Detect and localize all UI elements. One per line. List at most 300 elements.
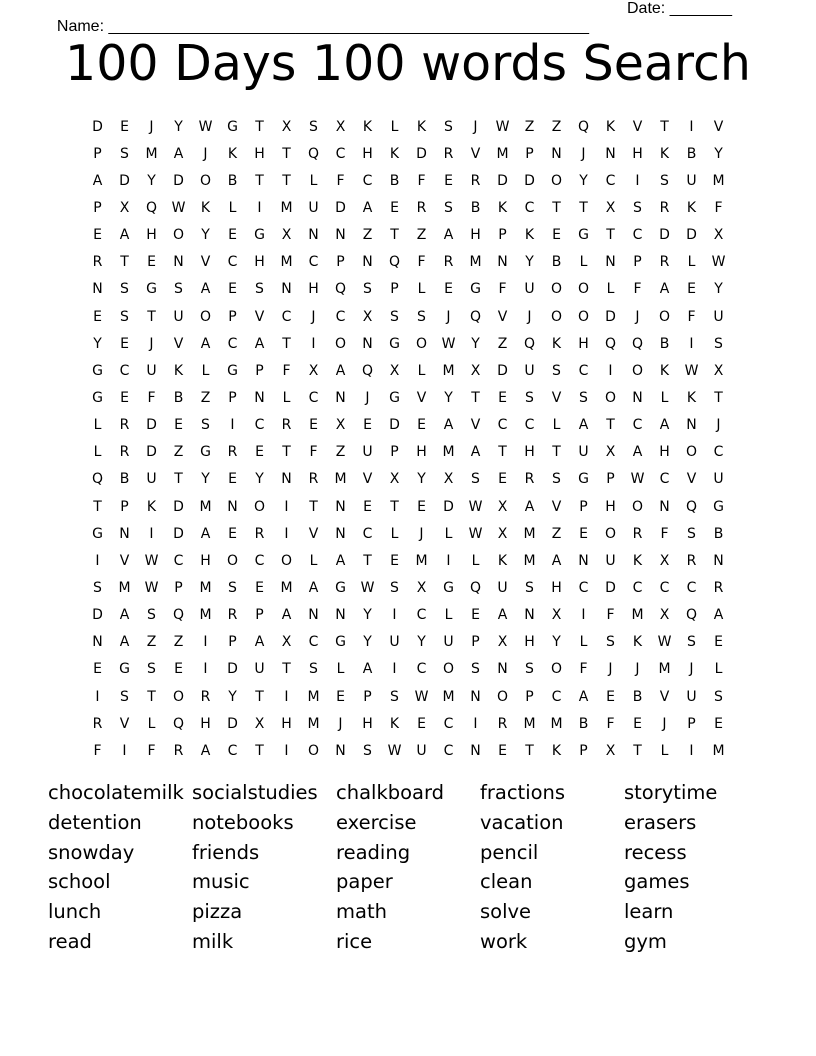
grid-letter: S <box>606 634 615 651</box>
grid-letter: M <box>712 172 725 189</box>
grid-letter: N <box>578 552 589 569</box>
grid-letter: W <box>468 498 483 515</box>
grid-letter: I <box>689 335 694 352</box>
grid-letter: X <box>605 742 616 759</box>
grid-letter: C <box>578 362 589 379</box>
grid-letter: Y <box>417 634 426 651</box>
grid-letter: Y <box>363 607 372 624</box>
grid-letter: H <box>254 145 265 162</box>
grid-letter: R <box>227 607 238 624</box>
grid-letter: O <box>604 389 617 406</box>
grid-letter: F <box>282 362 291 379</box>
grid-letter: U <box>146 362 157 379</box>
word-list-item: pencil <box>480 840 539 864</box>
grid-letter: H <box>551 579 562 596</box>
grid-letter: K <box>524 227 535 244</box>
grid-letter: X <box>443 471 454 488</box>
grid-letter: S <box>174 281 183 298</box>
grid-letter: M <box>496 145 509 162</box>
word-list-item: snowday <box>48 840 135 864</box>
grid-letter: A <box>578 688 589 705</box>
grid-letter: I <box>230 417 235 434</box>
grid-letter: C <box>254 552 265 569</box>
word-list <box>48 778 768 957</box>
grid-letter: X <box>659 552 670 569</box>
grid-letter: F <box>498 281 507 298</box>
grid-letter: L <box>336 661 345 678</box>
grid-letter: N <box>713 552 724 569</box>
grid-letter: I <box>635 172 640 189</box>
grid-letter: H <box>362 145 373 162</box>
grid-letter: Q <box>523 335 536 352</box>
grid-letter: O <box>280 552 293 569</box>
grid-letter: U <box>524 362 535 379</box>
grid-letter: P <box>93 199 102 216</box>
grid-letter: L <box>660 389 669 406</box>
grid-letter: U <box>686 688 697 705</box>
grid-letter: X <box>551 607 562 624</box>
grid-letter: Q <box>172 715 185 732</box>
grid-letter: M <box>118 579 131 596</box>
grid-letter: M <box>712 742 725 759</box>
grid-letter: A <box>200 525 211 542</box>
grid-letter: E <box>228 281 237 298</box>
grid-letter: M <box>280 579 293 596</box>
grid-letter: Y <box>147 172 156 189</box>
grid-letter: E <box>120 118 129 135</box>
grid-letter: X <box>713 227 724 244</box>
grid-letter: D <box>497 172 508 189</box>
grid-letter: O <box>253 498 266 515</box>
grid-letter: N <box>524 607 535 624</box>
word-list-item: work <box>480 929 528 953</box>
grid-letter: Y <box>201 471 210 488</box>
grid-letter: N <box>659 498 670 515</box>
grid-letter: R <box>659 254 670 271</box>
grid-letter: R <box>281 417 292 434</box>
grid-letter: L <box>444 525 453 542</box>
grid-letter: N <box>605 145 616 162</box>
grid-letter: H <box>416 444 427 461</box>
grid-letter: J <box>419 525 424 542</box>
grid-letter: K <box>551 335 562 352</box>
grid-letter: X <box>605 444 616 461</box>
grid-letter: R <box>119 417 130 434</box>
grid-letter: G <box>92 525 103 542</box>
grid-letter: O <box>685 444 698 461</box>
grid-letter: G <box>227 118 238 135</box>
grid-letter: H <box>470 227 481 244</box>
grid-letter: V <box>416 389 427 406</box>
grid-letter: F <box>660 525 669 542</box>
grid-letter: H <box>146 227 157 244</box>
grid-letter: Z <box>335 444 346 461</box>
grid-letter: V <box>713 118 724 135</box>
grid-letter: L <box>417 281 426 298</box>
grid-letter: R <box>686 552 697 569</box>
grid-letter: L <box>552 417 561 434</box>
grid-letter: A <box>362 661 373 678</box>
grid-letter: X <box>335 417 346 434</box>
grid-letter: S <box>147 607 156 624</box>
grid-letter: C <box>524 417 535 434</box>
grid-letter: D <box>173 525 184 542</box>
grid-letter: K <box>416 118 427 135</box>
grid-letter: P <box>93 145 102 162</box>
grid-letter: M <box>631 607 644 624</box>
grid-letter: O <box>442 661 455 678</box>
grid-letter: S <box>120 281 129 298</box>
grid-letter: E <box>174 417 183 434</box>
grid-letter: E <box>552 227 561 244</box>
grid-letter: M <box>145 145 158 162</box>
grid-letter: X <box>497 634 508 651</box>
grid-letter: A <box>497 607 508 624</box>
grid-letter: R <box>713 579 724 596</box>
grid-letter: I <box>203 661 208 678</box>
grid-letter: Z <box>524 118 535 135</box>
word-list-item: lunch <box>48 900 102 924</box>
grid-letter: E <box>498 471 507 488</box>
grid-letter: C <box>254 417 265 434</box>
grid-letter: R <box>254 525 265 542</box>
grid-letter: C <box>443 715 454 732</box>
grid-letter: A <box>578 417 589 434</box>
grid-letter: N <box>551 145 562 162</box>
grid-letter: I <box>95 688 100 705</box>
grid-letter: J <box>473 118 478 135</box>
grid-letter: T <box>282 145 291 162</box>
header-line <box>48 0 748 35</box>
page-title: 100 Days 100 words Search <box>65 35 751 92</box>
grid-letter: S <box>525 661 534 678</box>
grid-letter: V <box>173 335 184 352</box>
grid-letter: D <box>119 172 130 189</box>
grid-letter: S <box>120 308 129 325</box>
grid-letter: A <box>119 227 130 244</box>
grid-letter: E <box>228 525 237 542</box>
grid-letter: S <box>714 688 723 705</box>
grid-letter: R <box>308 471 319 488</box>
grid-letter: C <box>659 579 670 596</box>
grid-letter: Z <box>146 634 157 651</box>
grid-letter: K <box>686 389 697 406</box>
grid-letter: N <box>605 254 616 271</box>
grid-letter: R <box>416 199 427 216</box>
grid-letter: L <box>714 661 723 678</box>
grid-letter: Z <box>551 525 562 542</box>
grid-letter: T <box>390 498 399 515</box>
grid-letter: N <box>227 498 238 515</box>
grid-letter: V <box>686 471 697 488</box>
grid-letter: C <box>227 254 238 271</box>
grid-letter: N <box>497 661 508 678</box>
grid-letter: K <box>200 199 211 216</box>
grid-letter: B <box>389 172 400 189</box>
grid-letter: X <box>308 362 319 379</box>
grid-letter: C <box>605 172 616 189</box>
grid-letter: D <box>686 227 697 244</box>
grid-letter: D <box>416 145 427 162</box>
grid-letter: B <box>578 715 589 732</box>
grid-letter: S <box>255 281 264 298</box>
grid-letter: S <box>579 389 588 406</box>
grid-letter: W <box>198 118 213 135</box>
grid-letter: H <box>200 552 211 569</box>
grid-letter: U <box>254 661 265 678</box>
grid-letter: T <box>579 199 588 216</box>
grid-letter: V <box>659 688 670 705</box>
grid-letter: C <box>686 579 697 596</box>
grid-letter: O <box>550 281 563 298</box>
grid-letter: K <box>389 715 400 732</box>
grid-letter: E <box>714 634 723 651</box>
grid-letter: Y <box>579 172 588 189</box>
grid-letter: W <box>360 579 375 596</box>
grid-letter: N <box>335 525 346 542</box>
grid-letter: W <box>684 362 699 379</box>
grid-letter: G <box>335 579 346 596</box>
grid-letter: Q <box>361 362 374 379</box>
grid-letter: N <box>308 227 319 244</box>
grid-letter: Y <box>525 254 534 271</box>
grid-letter: V <box>497 308 508 325</box>
grid-letter: E <box>147 254 156 271</box>
grid-letter: O <box>550 172 563 189</box>
grid-letter: Z <box>497 335 508 352</box>
grid-letter: U <box>416 742 427 759</box>
grid-letter: T <box>255 742 264 759</box>
grid-letter: P <box>579 498 588 515</box>
grid-letter: S <box>363 742 372 759</box>
grid-letter: F <box>606 715 615 732</box>
word-list-item: chalkboard <box>336 781 445 804</box>
grid-letter: T <box>255 688 264 705</box>
grid-letter: C <box>335 308 346 325</box>
grid-letter: N <box>308 607 319 624</box>
grid-letter: B <box>119 471 130 488</box>
grid-letter: A <box>119 634 130 651</box>
grid-letter: B <box>713 525 724 542</box>
grid-letter: I <box>122 742 127 759</box>
grid-letter: K <box>632 634 643 651</box>
grid-letter: Y <box>714 281 723 298</box>
grid-letter: L <box>147 715 156 732</box>
grid-letter: I <box>284 525 289 542</box>
grid-letter: P <box>606 471 615 488</box>
grid-letter: S <box>552 471 561 488</box>
grid-letter: D <box>443 498 454 515</box>
grid-letter: K <box>659 362 670 379</box>
grid-letter: X <box>713 362 724 379</box>
grid-letter: H <box>200 715 211 732</box>
grid-letter: S <box>525 389 534 406</box>
grid-letter: Q <box>577 118 590 135</box>
grid-letter: P <box>390 281 399 298</box>
grid-letter: E <box>633 715 642 732</box>
grid-letter: N <box>362 254 373 271</box>
grid-letter: K <box>686 199 697 216</box>
grid-letter: A <box>551 552 562 569</box>
grid-letter: J <box>608 661 613 678</box>
grid-letter: L <box>417 362 426 379</box>
grid-letter: J <box>716 417 721 434</box>
grid-letter: O <box>307 742 320 759</box>
grid-letter: E <box>93 308 102 325</box>
grid-letter: R <box>659 199 670 216</box>
grid-letter: I <box>446 552 451 569</box>
grid-letter: F <box>417 172 426 189</box>
word-list-item: math <box>336 900 387 924</box>
grid-letter: L <box>309 552 318 569</box>
word-list-item: friends <box>192 840 260 864</box>
grid-letter: G <box>200 444 211 461</box>
grid-letter: K <box>227 145 238 162</box>
grid-letter: X <box>389 471 400 488</box>
grid-letter: C <box>443 742 454 759</box>
grid-letter: F <box>579 661 588 678</box>
grid-letter: A <box>254 335 265 352</box>
grid-letter: Y <box>201 227 210 244</box>
grid-letter: B <box>659 335 670 352</box>
grid-letter: A <box>200 281 211 298</box>
grid-letter: N <box>497 254 508 271</box>
grid-letter: L <box>390 118 399 135</box>
grid-letter: M <box>280 199 293 216</box>
grid-letter: R <box>227 444 238 461</box>
word-list-item: chocolatemilk <box>48 781 184 804</box>
grid-letter: Q <box>604 335 617 352</box>
grid-letter: T <box>282 661 291 678</box>
grid-letter: S <box>228 579 237 596</box>
grid-letter: O <box>199 172 212 189</box>
grid-letter: A <box>362 199 373 216</box>
grid-letter: S <box>633 199 642 216</box>
grid-letter: E <box>174 661 183 678</box>
grid-letter: J <box>527 308 532 325</box>
grid-letter: S <box>687 634 696 651</box>
grid-letter: W <box>468 525 483 542</box>
word-list-item: recess <box>624 840 687 864</box>
grid-letter: Z <box>200 389 211 406</box>
grid-letter: D <box>497 362 508 379</box>
grid-letter: I <box>284 688 289 705</box>
grid-letter: J <box>446 308 451 325</box>
grid-letter: S <box>444 118 453 135</box>
grid-letter: S <box>201 417 210 434</box>
grid-letter: W <box>387 742 402 759</box>
grid-letter: S <box>471 471 480 488</box>
grid-letter: M <box>523 525 536 542</box>
grid-letter: P <box>363 688 372 705</box>
grid-letter: U <box>362 444 373 461</box>
grid-letter: S <box>363 281 372 298</box>
grid-letter: E <box>309 417 318 434</box>
grid-letter: H <box>281 715 292 732</box>
grid-letter: V <box>119 715 130 732</box>
grid-letter: T <box>93 498 102 515</box>
grid-letter: Z <box>173 444 184 461</box>
grid-letter: A <box>713 607 724 624</box>
grid-letter: N <box>173 254 184 271</box>
grid-letter: R <box>443 254 454 271</box>
grid-letter: E <box>417 498 426 515</box>
grid-letter: V <box>362 471 373 488</box>
grid-letter: H <box>524 444 535 461</box>
grid-letter: H <box>605 498 616 515</box>
grid-letter: S <box>471 661 480 678</box>
grid-letter: E <box>498 389 507 406</box>
word-list-item: pizza <box>192 900 243 924</box>
grid-letter: Y <box>471 335 480 352</box>
grid-letter: A <box>632 444 643 461</box>
grid-letter: A <box>470 444 481 461</box>
grid-letter: N <box>686 417 697 434</box>
grid-letter: L <box>282 389 291 406</box>
grid-letter: F <box>606 607 615 624</box>
grid-letter: Y <box>93 335 102 352</box>
letter-grid <box>84 113 732 764</box>
grid-letter: V <box>551 498 562 515</box>
grid-letter: X <box>281 227 292 244</box>
grid-letter: O <box>199 308 212 325</box>
grid-letter: E <box>471 607 480 624</box>
grid-letter: N <box>362 335 373 352</box>
grid-letter: Y <box>228 688 237 705</box>
grid-letter: C <box>659 471 670 488</box>
grid-letter: X <box>605 199 616 216</box>
grid-letter: I <box>284 742 289 759</box>
grid-letter: G <box>389 335 400 352</box>
grid-letter: P <box>498 227 507 244</box>
grid-letter: D <box>173 172 184 189</box>
grid-letter: C <box>281 308 292 325</box>
grid-letter: X <box>119 199 130 216</box>
grid-letter: V <box>551 389 562 406</box>
grid-letter: U <box>173 308 184 325</box>
grid-letter: E <box>228 471 237 488</box>
grid-letter: N <box>92 634 103 651</box>
grid-letter: P <box>471 634 480 651</box>
grid-letter: A <box>524 498 535 515</box>
grid-letter: S <box>390 688 399 705</box>
word-list-item: exercise <box>336 810 417 834</box>
grid-letter: W <box>630 471 645 488</box>
grid-letter: T <box>660 118 669 135</box>
grid-letter: U <box>443 634 454 651</box>
grid-letter: T <box>552 199 561 216</box>
grid-letter: K <box>389 145 400 162</box>
grid-letter: D <box>146 417 157 434</box>
grid-letter: U <box>497 579 508 596</box>
grid-letter: M <box>442 688 455 705</box>
grid-letter: E <box>444 172 453 189</box>
grid-letter: P <box>579 742 588 759</box>
grid-letter: H <box>254 254 265 271</box>
grid-letter: M <box>307 688 320 705</box>
grid-letter: V <box>308 525 319 542</box>
grid-letter: J <box>689 661 694 678</box>
grid-letter: E <box>93 227 102 244</box>
grid-letter: G <box>92 362 103 379</box>
grid-letter: H <box>578 335 589 352</box>
grid-letter: U <box>146 471 157 488</box>
grid-letter: C <box>227 335 238 352</box>
grid-letter: K <box>146 498 157 515</box>
grid-letter: U <box>578 444 589 461</box>
grid-letter: C <box>551 688 562 705</box>
grid-letter: R <box>173 742 184 759</box>
